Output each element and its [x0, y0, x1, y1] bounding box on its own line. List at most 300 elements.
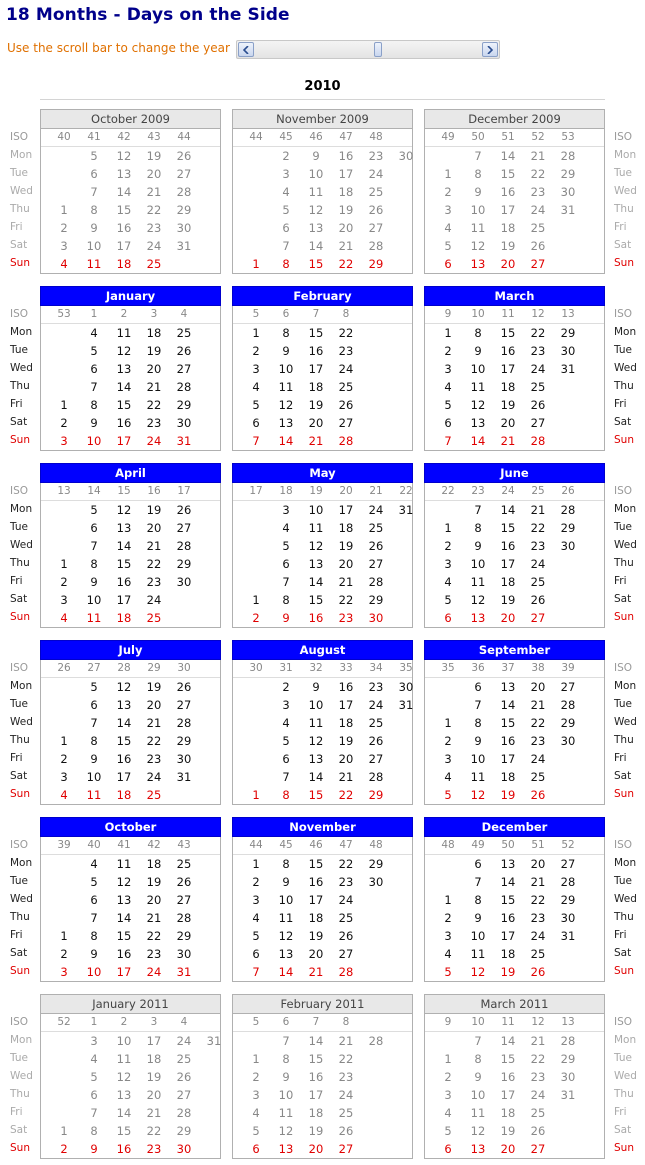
day-cell[interactable]: 21 [146, 380, 162, 394]
day-cell[interactable]: 6 [444, 416, 452, 430]
day-cell[interactable]: 2 [282, 680, 290, 694]
day-cell[interactable]: 10 [116, 1034, 132, 1048]
month-header[interactable]: April [40, 463, 221, 483]
day-cell[interactable]: 7 [474, 875, 482, 889]
day-cell[interactable]: 11 [86, 611, 102, 625]
day-cell[interactable]: 18 [116, 788, 132, 802]
day-cell[interactable]: 30 [560, 734, 576, 748]
day-cell[interactable]: 13 [116, 698, 132, 712]
day-cell[interactable]: 18 [500, 221, 516, 235]
day-cell[interactable]: 5 [90, 149, 98, 163]
day-cell[interactable]: 21 [530, 503, 546, 517]
day-cell[interactable]: 17 [116, 965, 132, 979]
day-cell[interactable]: 25 [146, 257, 162, 271]
day-cell[interactable]: 20 [500, 257, 516, 271]
day-cell[interactable]: 11 [86, 257, 102, 271]
day-cell[interactable]: 2 [252, 875, 260, 889]
day-cell[interactable]: 3 [444, 752, 452, 766]
day-cell[interactable]: 2 [282, 149, 290, 163]
day-cell[interactable]: 22 [146, 398, 162, 412]
day-cell[interactable]: 28 [560, 698, 576, 712]
day-cell[interactable]: 29 [368, 593, 384, 607]
day-cell[interactable]: 3 [60, 593, 68, 607]
day-cell[interactable]: 9 [474, 734, 482, 748]
day-cell[interactable]: 16 [308, 875, 324, 889]
day-cell[interactable]: 12 [116, 149, 132, 163]
day-cell[interactable]: 1 [252, 326, 260, 340]
day-cell[interactable]: 1 [444, 521, 452, 535]
day-cell[interactable]: 8 [90, 1124, 98, 1138]
day-cell[interactable]: 16 [308, 1070, 324, 1084]
day-cell[interactable]: 14 [116, 380, 132, 394]
day-cell[interactable]: 29 [560, 167, 576, 181]
day-cell[interactable]: 22 [338, 326, 354, 340]
day-cell[interactable]: 16 [338, 149, 354, 163]
day-cell[interactable]: 8 [90, 557, 98, 571]
day-cell[interactable]: 12 [308, 203, 324, 217]
day-cell[interactable]: 23 [146, 947, 162, 961]
day-cell[interactable]: 23 [146, 752, 162, 766]
day-cell[interactable]: 7 [474, 503, 482, 517]
day-cell[interactable]: 24 [530, 362, 546, 376]
day-cell[interactable]: 28 [176, 911, 192, 925]
day-cell[interactable]: 7 [90, 185, 98, 199]
day-cell[interactable]: 25 [530, 380, 546, 394]
day-cell[interactable]: 17 [500, 929, 516, 943]
day-cell[interactable]: 21 [146, 539, 162, 553]
day-cell[interactable]: 20 [500, 416, 516, 430]
day-cell[interactable]: 23 [530, 185, 546, 199]
day-cell[interactable]: 31 [560, 362, 576, 376]
day-cell[interactable]: 13 [470, 416, 486, 430]
day-cell[interactable]: 5 [444, 1124, 452, 1138]
day-cell[interactable]: 5 [444, 788, 452, 802]
day-cell[interactable]: 2 [60, 221, 68, 235]
day-cell[interactable]: 14 [278, 965, 294, 979]
day-cell[interactable]: 13 [308, 221, 324, 235]
day-cell[interactable]: 16 [500, 1070, 516, 1084]
day-cell[interactable]: 13 [278, 947, 294, 961]
day-cell[interactable]: 12 [470, 239, 486, 253]
day-cell[interactable]: 29 [176, 398, 192, 412]
day-cell[interactable]: 15 [116, 929, 132, 943]
day-cell[interactable]: 19 [500, 1124, 516, 1138]
day-cell[interactable]: 10 [308, 503, 324, 517]
day-cell[interactable]: 6 [252, 416, 260, 430]
day-cell[interactable]: 15 [308, 326, 324, 340]
day-cell[interactable]: 22 [530, 521, 546, 535]
day-cell[interactable]: 12 [470, 1124, 486, 1138]
scroll-thumb[interactable] [374, 42, 382, 57]
day-cell[interactable]: 15 [116, 734, 132, 748]
day-cell[interactable]: 13 [500, 857, 516, 871]
day-cell[interactable]: 8 [282, 593, 290, 607]
day-cell[interactable]: 16 [500, 344, 516, 358]
day-cell[interactable]: 19 [146, 1070, 162, 1084]
day-cell[interactable]: 24 [530, 929, 546, 943]
day-cell[interactable]: 5 [252, 1124, 260, 1138]
day-cell[interactable]: 8 [282, 1052, 290, 1066]
day-cell[interactable]: 11 [470, 221, 486, 235]
day-cell[interactable]: 16 [116, 575, 132, 589]
day-cell[interactable]: 31 [176, 770, 192, 784]
day-cell[interactable]: 15 [308, 257, 324, 271]
day-cell[interactable]: 15 [500, 1052, 516, 1066]
day-cell[interactable]: 20 [146, 1088, 162, 1102]
day-cell[interactable]: 9 [474, 911, 482, 925]
day-cell[interactable]: 2 [60, 1142, 68, 1156]
day-cell[interactable]: 17 [338, 503, 354, 517]
day-cell[interactable]: 28 [338, 965, 354, 979]
day-cell[interactable]: 25 [368, 185, 384, 199]
day-cell[interactable]: 16 [116, 416, 132, 430]
day-cell[interactable]: 28 [560, 1034, 576, 1048]
day-cell[interactable]: 29 [560, 326, 576, 340]
day-cell[interactable]: 24 [146, 434, 162, 448]
day-cell[interactable]: 28 [176, 1106, 192, 1120]
day-cell[interactable]: 2 [444, 1070, 452, 1084]
day-cell[interactable]: 8 [90, 398, 98, 412]
day-cell[interactable]: 23 [530, 734, 546, 748]
month-header[interactable]: November 2009 [232, 109, 413, 129]
day-cell[interactable]: 3 [282, 503, 290, 517]
day-cell[interactable]: 6 [474, 857, 482, 871]
day-cell[interactable]: 8 [474, 167, 482, 181]
day-cell[interactable]: 15 [500, 167, 516, 181]
day-cell[interactable]: 29 [560, 1052, 576, 1066]
day-cell[interactable]: 30 [176, 947, 192, 961]
day-cell[interactable]: 24 [530, 1088, 546, 1102]
day-cell[interactable]: 19 [308, 398, 324, 412]
day-cell[interactable]: 25 [530, 770, 546, 784]
day-cell[interactable]: 15 [116, 398, 132, 412]
day-cell[interactable]: 9 [312, 149, 320, 163]
day-cell[interactable]: 17 [116, 434, 132, 448]
day-cell[interactable]: 27 [368, 221, 384, 235]
day-cell[interactable]: 24 [530, 203, 546, 217]
day-cell[interactable]: 4 [444, 575, 452, 589]
day-cell[interactable]: 25 [368, 716, 384, 730]
day-cell[interactable]: 2 [60, 947, 68, 961]
month-header[interactable]: October 2009 [40, 109, 221, 129]
day-cell[interactable]: 18 [500, 575, 516, 589]
day-cell[interactable]: 6 [90, 167, 98, 181]
day-cell[interactable]: 8 [90, 734, 98, 748]
day-cell[interactable]: 13 [278, 1142, 294, 1156]
day-cell[interactable]: 20 [500, 1142, 516, 1156]
day-cell[interactable]: 22 [338, 857, 354, 871]
day-cell[interactable]: 8 [282, 788, 290, 802]
day-cell[interactable]: 5 [90, 875, 98, 889]
day-cell[interactable]: 30 [560, 911, 576, 925]
day-cell[interactable]: 16 [500, 539, 516, 553]
day-cell[interactable]: 12 [116, 875, 132, 889]
day-cell[interactable]: 26 [368, 539, 384, 553]
day-cell[interactable]: 20 [500, 611, 516, 625]
day-cell[interactable]: 25 [530, 1106, 546, 1120]
day-cell[interactable]: 7 [474, 1034, 482, 1048]
day-cell[interactable]: 27 [560, 857, 576, 871]
day-cell[interactable]: 20 [146, 698, 162, 712]
day-cell[interactable]: 28 [368, 770, 384, 784]
day-cell[interactable]: 11 [116, 1052, 132, 1066]
day-cell[interactable]: 1 [444, 326, 452, 340]
day-cell[interactable]: 3 [444, 203, 452, 217]
day-cell[interactable]: 10 [470, 752, 486, 766]
day-cell[interactable]: 6 [252, 947, 260, 961]
day-cell[interactable]: 5 [252, 929, 260, 943]
day-cell[interactable]: 19 [146, 680, 162, 694]
day-cell[interactable]: 25 [530, 575, 546, 589]
day-cell[interactable]: 18 [146, 1052, 162, 1066]
day-cell[interactable]: 17 [500, 1088, 516, 1102]
day-cell[interactable]: 11 [470, 380, 486, 394]
day-cell[interactable]: 24 [530, 557, 546, 571]
day-cell[interactable]: 23 [146, 575, 162, 589]
day-cell[interactable]: 18 [308, 380, 324, 394]
day-cell[interactable]: 20 [530, 857, 546, 871]
day-cell[interactable]: 4 [252, 911, 260, 925]
day-cell[interactable]: 1 [444, 716, 452, 730]
day-cell[interactable]: 23 [368, 149, 384, 163]
scroll-left-button[interactable] [238, 42, 254, 57]
day-cell[interactable]: 11 [470, 1106, 486, 1120]
day-cell[interactable]: 26 [176, 680, 192, 694]
day-cell[interactable]: 13 [278, 416, 294, 430]
day-cell[interactable]: 16 [116, 1142, 132, 1156]
day-cell[interactable]: 8 [282, 257, 290, 271]
day-cell[interactable]: 25 [368, 521, 384, 535]
day-cell[interactable]: 18 [116, 257, 132, 271]
day-cell[interactable]: 11 [470, 947, 486, 961]
day-cell[interactable]: 22 [530, 893, 546, 907]
day-cell[interactable]: 27 [176, 521, 192, 535]
day-cell[interactable]: 6 [444, 611, 452, 625]
day-cell[interactable]: 4 [282, 716, 290, 730]
day-cell[interactable]: 6 [90, 893, 98, 907]
day-cell[interactable]: 9 [90, 416, 98, 430]
day-cell[interactable]: 25 [146, 788, 162, 802]
day-cell[interactable]: 12 [278, 929, 294, 943]
day-cell[interactable]: 7 [90, 380, 98, 394]
day-cell[interactable]: 27 [176, 167, 192, 181]
day-cell[interactable]: 26 [530, 788, 546, 802]
day-cell[interactable]: 8 [474, 893, 482, 907]
day-cell[interactable]: 30 [176, 575, 192, 589]
day-cell[interactable]: 25 [338, 380, 354, 394]
day-cell[interactable]: 31 [176, 239, 192, 253]
day-cell[interactable]: 1 [252, 788, 260, 802]
day-cell[interactable]: 17 [116, 770, 132, 784]
day-cell[interactable]: 28 [530, 434, 546, 448]
day-cell[interactable]: 13 [116, 1088, 132, 1102]
day-cell[interactable]: 2 [60, 752, 68, 766]
day-cell[interactable]: 30 [560, 344, 576, 358]
day-cell[interactable]: 4 [90, 1052, 98, 1066]
month-header[interactable]: August [232, 640, 413, 660]
day-cell[interactable]: 22 [146, 557, 162, 571]
day-cell[interactable]: 14 [278, 434, 294, 448]
day-cell[interactable]: 16 [116, 947, 132, 961]
day-cell[interactable]: 13 [116, 362, 132, 376]
day-cell[interactable]: 20 [308, 1142, 324, 1156]
day-cell[interactable]: 11 [278, 1106, 294, 1120]
day-cell[interactable]: 26 [368, 734, 384, 748]
day-cell[interactable]: 20 [146, 167, 162, 181]
month-header[interactable]: September [424, 640, 605, 660]
day-cell[interactable]: 13 [308, 557, 324, 571]
day-cell[interactable]: 5 [90, 680, 98, 694]
day-cell[interactable]: 24 [368, 167, 384, 181]
day-cell[interactable]: 2 [60, 416, 68, 430]
day-cell[interactable]: 10 [278, 362, 294, 376]
day-cell[interactable]: 30 [398, 680, 414, 694]
day-cell[interactable]: 4 [60, 788, 68, 802]
day-cell[interactable]: 27 [338, 1142, 354, 1156]
day-cell[interactable]: 23 [338, 344, 354, 358]
day-cell[interactable]: 22 [338, 788, 354, 802]
day-cell[interactable]: 28 [560, 149, 576, 163]
day-cell[interactable]: 21 [530, 698, 546, 712]
day-cell[interactable]: 27 [530, 416, 546, 430]
day-cell[interactable]: 22 [530, 167, 546, 181]
day-cell[interactable]: 11 [116, 857, 132, 871]
day-cell[interactable]: 30 [176, 221, 192, 235]
day-cell[interactable]: 14 [500, 875, 516, 889]
day-cell[interactable]: 2 [444, 734, 452, 748]
month-header[interactable]: December 2009 [424, 109, 605, 129]
day-cell[interactable]: 26 [176, 503, 192, 517]
day-cell[interactable]: 3 [252, 362, 260, 376]
day-cell[interactable]: 10 [278, 1088, 294, 1102]
day-cell[interactable]: 9 [282, 611, 290, 625]
day-cell[interactable]: 4 [60, 257, 68, 271]
day-cell[interactable]: 11 [308, 185, 324, 199]
day-cell[interactable]: 15 [308, 857, 324, 871]
day-cell[interactable]: 29 [176, 557, 192, 571]
day-cell[interactable]: 15 [116, 1124, 132, 1138]
day-cell[interactable]: 20 [338, 752, 354, 766]
day-cell[interactable]: 26 [176, 149, 192, 163]
day-cell[interactable]: 17 [500, 752, 516, 766]
day-cell[interactable]: 14 [116, 716, 132, 730]
day-cell[interactable]: 20 [308, 947, 324, 961]
day-cell[interactable]: 10 [86, 593, 102, 607]
day-cell[interactable]: 25 [176, 326, 192, 340]
day-cell[interactable]: 23 [530, 911, 546, 925]
month-header[interactable]: July [40, 640, 221, 660]
day-cell[interactable]: 29 [560, 893, 576, 907]
day-cell[interactable]: 26 [530, 239, 546, 253]
day-cell[interactable]: 5 [90, 503, 98, 517]
day-cell[interactable]: 4 [444, 1106, 452, 1120]
day-cell[interactable]: 7 [252, 434, 260, 448]
day-cell[interactable]: 14 [308, 575, 324, 589]
month-header[interactable]: October [40, 817, 221, 837]
day-cell[interactable]: 3 [444, 929, 452, 943]
day-cell[interactable]: 27 [338, 947, 354, 961]
day-cell[interactable]: 2 [444, 185, 452, 199]
day-cell[interactable]: 27 [530, 257, 546, 271]
day-cell[interactable]: 18 [500, 947, 516, 961]
day-cell[interactable]: 4 [90, 326, 98, 340]
day-cell[interactable]: 4 [444, 380, 452, 394]
day-cell[interactable]: 29 [176, 929, 192, 943]
day-cell[interactable]: 6 [444, 257, 452, 271]
day-cell[interactable]: 30 [368, 611, 384, 625]
day-cell[interactable]: 16 [500, 911, 516, 925]
day-cell[interactable]: 7 [90, 1106, 98, 1120]
day-cell[interactable]: 15 [308, 1052, 324, 1066]
day-cell[interactable]: 5 [90, 1070, 98, 1084]
day-cell[interactable]: 28 [368, 239, 384, 253]
day-cell[interactable]: 13 [116, 893, 132, 907]
day-cell[interactable]: 22 [338, 1052, 354, 1066]
day-cell[interactable]: 25 [176, 857, 192, 871]
day-cell[interactable]: 25 [530, 221, 546, 235]
day-cell[interactable]: 15 [500, 521, 516, 535]
day-cell[interactable]: 18 [338, 521, 354, 535]
day-cell[interactable]: 3 [444, 1088, 452, 1102]
day-cell[interactable]: 17 [308, 893, 324, 907]
day-cell[interactable]: 6 [90, 698, 98, 712]
day-cell[interactable]: 10 [308, 698, 324, 712]
month-header[interactable]: January [40, 286, 221, 306]
day-cell[interactable]: 17 [116, 239, 132, 253]
day-cell[interactable]: 18 [308, 1106, 324, 1120]
day-cell[interactable]: 7 [282, 770, 290, 784]
month-header[interactable]: November [232, 817, 413, 837]
day-cell[interactable]: 31 [560, 203, 576, 217]
day-cell[interactable]: 9 [282, 875, 290, 889]
day-cell[interactable]: 2 [60, 575, 68, 589]
day-cell[interactable]: 18 [338, 185, 354, 199]
day-cell[interactable]: 17 [500, 362, 516, 376]
day-cell[interactable]: 24 [368, 503, 384, 517]
day-cell[interactable]: 1 [252, 1052, 260, 1066]
day-cell[interactable]: 27 [530, 611, 546, 625]
day-cell[interactable]: 12 [116, 680, 132, 694]
day-cell[interactable]: 28 [176, 716, 192, 730]
day-cell[interactable]: 7 [90, 911, 98, 925]
day-cell[interactable]: 22 [530, 1052, 546, 1066]
day-cell[interactable]: 20 [338, 221, 354, 235]
day-cell[interactable]: 3 [282, 167, 290, 181]
day-cell[interactable]: 19 [338, 539, 354, 553]
day-cell[interactable]: 27 [176, 893, 192, 907]
day-cell[interactable]: 24 [146, 770, 162, 784]
day-cell[interactable]: 24 [338, 362, 354, 376]
day-cell[interactable]: 9 [90, 1142, 98, 1156]
day-cell[interactable]: 31 [398, 698, 414, 712]
day-cell[interactable]: 24 [338, 893, 354, 907]
day-cell[interactable]: 21 [338, 1034, 354, 1048]
day-cell[interactable]: 9 [282, 1070, 290, 1084]
day-cell[interactable]: 24 [176, 1034, 192, 1048]
day-cell[interactable]: 21 [338, 239, 354, 253]
day-cell[interactable]: 2 [444, 344, 452, 358]
day-cell[interactable]: 2 [252, 1070, 260, 1084]
day-cell[interactable]: 19 [500, 398, 516, 412]
day-cell[interactable]: 19 [338, 734, 354, 748]
day-cell[interactable]: 5 [444, 965, 452, 979]
day-cell[interactable]: 27 [176, 362, 192, 376]
month-header[interactable]: March [424, 286, 605, 306]
day-cell[interactable]: 5 [444, 593, 452, 607]
day-cell[interactable]: 1 [60, 734, 68, 748]
day-cell[interactable]: 14 [116, 185, 132, 199]
day-cell[interactable]: 8 [90, 929, 98, 943]
